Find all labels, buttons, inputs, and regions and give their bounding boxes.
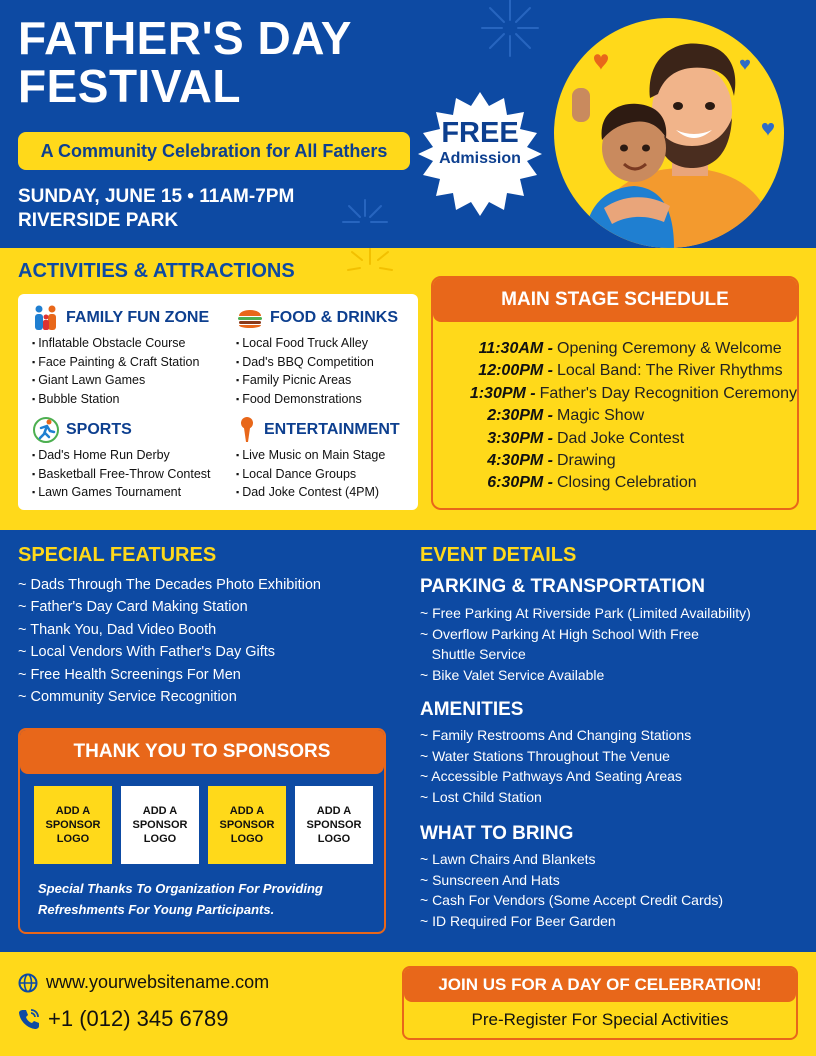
category-family-fun-zone (32, 304, 209, 408)
list-item: ▪ Dad's BBQ Competition (236, 353, 398, 372)
tagline-banner: A Community Celebration for All Fathers (18, 132, 410, 170)
list-item: ~ Family Restrooms And Changing Stations (420, 727, 692, 743)
microphone-icon (236, 416, 258, 444)
what-to-bring-title: WHAT TO BRING (420, 823, 574, 844)
website-line[interactable] (18, 972, 269, 993)
schedule-item: 2:30PM - Magic Show (487, 407, 645, 425)
category-title: SPORTS (66, 421, 132, 438)
category-list (32, 334, 209, 408)
preregister-text[interactable]: Pre-Register For Special Activities (471, 1010, 729, 1029)
father-child-illustration (554, 18, 784, 248)
category-title: FOOD & DRINKS (270, 309, 398, 326)
family-icon (32, 304, 60, 332)
list-item: ~ Free Parking At Riverside Park (Limited Availability) (420, 605, 751, 621)
schedule-title: MAIN STAGE SCHEDULE (433, 278, 797, 322)
amenities-list (420, 725, 691, 807)
event-details-title: EVENT DETAILS (420, 544, 577, 566)
event-location: RIVERSIDE PARK (18, 210, 179, 231)
list-item: ▪ Local Dance Groups (236, 465, 400, 484)
free-text: FREE (441, 117, 519, 149)
list-item: ~ Accessible Pathways And Seating Areas (420, 768, 682, 785)
activities-card (18, 294, 418, 510)
what-to-bring-list (420, 849, 723, 931)
list-item: ~ Dads Through The Decades Photo Exhibition (18, 577, 321, 593)
list-item: ~ Local Vendors With Father's Day Gifts (18, 644, 276, 661)
schedule-list (433, 322, 797, 495)
join-us-box (402, 966, 798, 1040)
list-item: ~ Lawn Chairs And Blankets (420, 851, 596, 867)
sponsor-logo-placeholder[interactable]: ADD A SPONSOR LOGO (208, 786, 286, 864)
list-item: ~ Community Service Recognition (18, 689, 237, 706)
special-features-list (18, 574, 321, 708)
list-item: ▪ Family Picnic Areas (236, 371, 398, 390)
schedule-item: 6:30PM - Closing Celebration (487, 474, 697, 492)
schedule-item: 3:30PM - Dad Joke Contest (487, 429, 685, 447)
burger-icon (236, 304, 264, 332)
parking-title: PARKING & TRANSPORTATION (420, 576, 705, 597)
list-item: ~ Water Stations Throughout The Venue (420, 747, 670, 764)
list-item: ~ ID Required For Beer Garden (420, 912, 616, 929)
schedule-item: 4:30PM - Drawing (487, 452, 616, 470)
category-list (236, 446, 400, 502)
category-sports (32, 416, 211, 502)
list-item: ~ Bike Valet Service Available (420, 666, 605, 683)
website-link[interactable]: www.yourwebsitename.com (46, 972, 270, 992)
category-food-drinks (236, 304, 398, 408)
amenities-title: AMENITIES (420, 699, 524, 720)
main-stage-schedule (431, 276, 799, 510)
globe-icon (18, 973, 38, 993)
free-admission-badge (416, 90, 544, 218)
runner-icon (32, 416, 60, 444)
sponsor-logo-placeholder[interactable]: ADD A SPONSOR LOGO (295, 786, 373, 864)
schedule-item: 12:00PM - Local Band: The River Rhythms (478, 362, 783, 380)
category-title: FAMILY FUN ZONE (66, 309, 210, 326)
fireworks-decoration (330, 248, 410, 288)
phone-number[interactable]: +1 (012) 345 6789 (48, 1006, 229, 1031)
list-item: ~ Overflow Parking At High School With Free (420, 625, 699, 642)
sponsor-thanks-note: Special Thanks To Organization For Providing Refreshments For Young Participants. (38, 881, 323, 917)
list-item: ▪ Inflatable Obstacle Course (32, 334, 209, 353)
category-list (32, 446, 211, 502)
sponsor-logo-placeholder[interactable]: ADD A SPONSOR LOGO (34, 786, 112, 864)
join-title: JOIN US FOR A DAY OF CELEBRATION! (404, 968, 796, 1002)
category-title: ENTERTAINMENT (264, 421, 400, 438)
event-title: FATHER'S DAY FESTIVAL (18, 12, 352, 112)
special-features-title: SPECIAL FEATURES (18, 544, 217, 566)
list-item: ▪ Basketball Free-Throw Contest (32, 465, 211, 484)
header-banner (0, 0, 816, 248)
list-item: ~ Thank You, Dad Video Booth (18, 621, 217, 638)
list-item: ▪ Face Painting & Craft Station (32, 353, 209, 372)
list-item: Shuttle Service (420, 646, 526, 663)
phone-icon (18, 1008, 40, 1030)
list-item: ▪ Local Food Truck Alley (236, 334, 398, 353)
list-item: ~ Lost Child Station (420, 788, 542, 805)
list-item: ~ Cash For Vendors (Some Accept Credit Cards) (420, 892, 724, 909)
list-item: ▪ Live Music on Main Stage (236, 446, 400, 465)
list-item: ▪ Giant Lawn Games (32, 371, 209, 390)
phone-line[interactable] (18, 1006, 228, 1032)
list-item: ~ Free Health Screenings For Men (18, 666, 241, 683)
sponsor-logo-placeholder[interactable]: ADD A SPONSOR LOGO (121, 786, 199, 864)
event-date-time: SUNDAY, JUNE 15 • 11AM-7PM (18, 186, 295, 207)
schedule-item: 1:30PM - Father's Day Recognition Ceremony (469, 384, 797, 402)
list-item: ▪ Bubble Station (32, 390, 209, 409)
category-entertainment (236, 416, 400, 502)
category-list (236, 334, 398, 408)
activities-title: ACTIVITIES & ATTRACTIONS (18, 260, 295, 282)
list-item: ▪ Dad Joke Contest (4PM) (236, 483, 400, 502)
sponsors-title: THANK YOU TO SPONSORS (20, 730, 384, 774)
list-item: ▪ Food Demonstrations (236, 390, 398, 409)
list-item: ▪ Dad's Home Run Derby (32, 446, 211, 465)
list-item: ~ Sunscreen And Hats (420, 871, 560, 888)
sponsors-box (18, 728, 386, 934)
list-item: ▪ Lawn Games Tournament (32, 483, 211, 502)
list-item: ~ Father's Day Card Making Station (18, 599, 248, 616)
schedule-item: 11:30AM - Opening Ceremony & Welcome (478, 340, 782, 357)
parking-list (420, 603, 751, 685)
admission-text: Admission (439, 150, 521, 167)
